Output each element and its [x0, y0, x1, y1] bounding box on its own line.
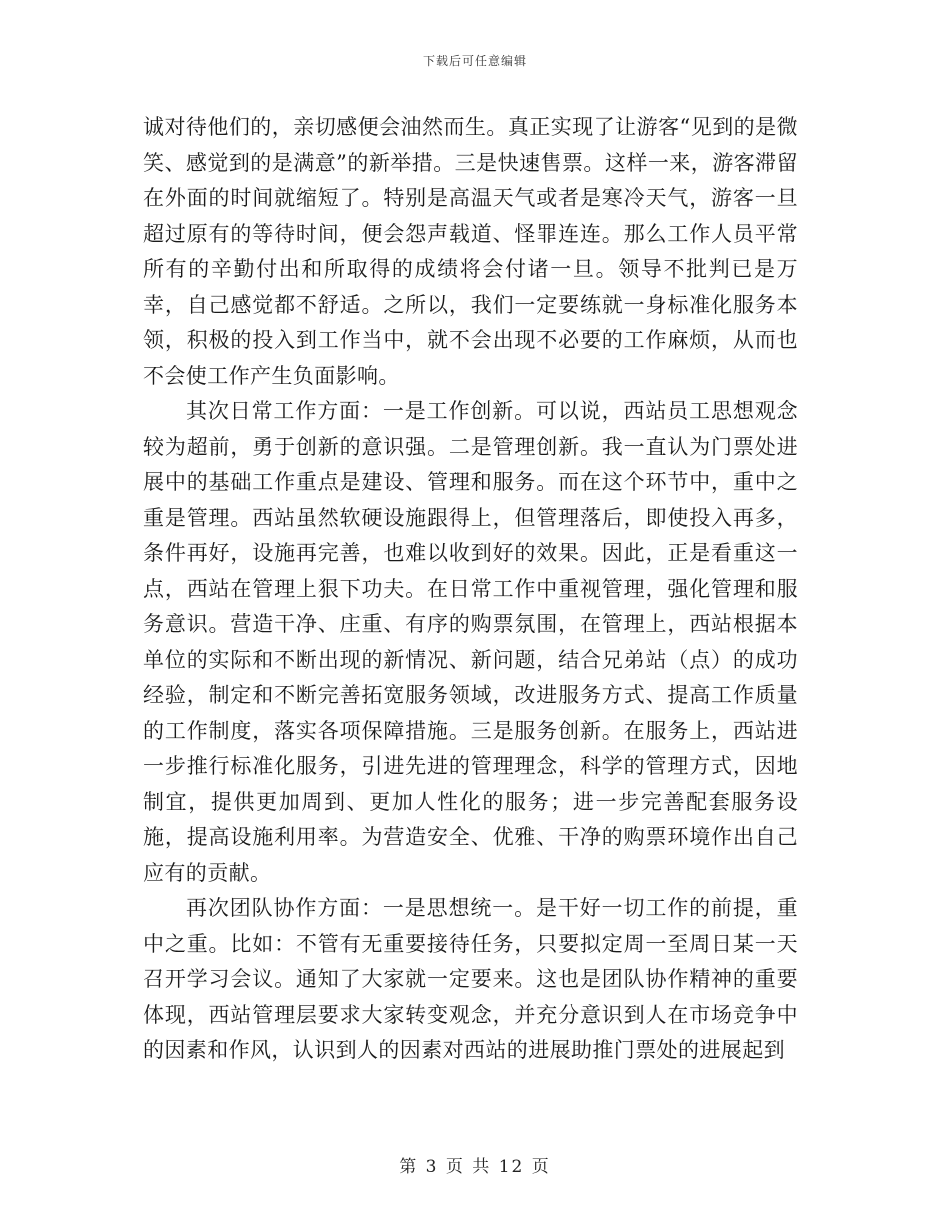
- page-footer: 第 3 页 共 12 页: [399, 1157, 551, 1177]
- paragraph-2: 其次日常工作方面：一是工作创新。可以说，西站员工思想观念较为超前，勇于创新的意识强。二是管理创新。我一直认为门票处进展中的基础工作重点是建设、管理和服务。而在这个环节中，重中之重是管理。西站虽然软硬设施跟得上，但管理落后，即使投入再多，条件再好，设施再完善，也难以收到好的效果。因此，正是看重这一点，西站在管理上狠下功夫。在日常工作中重视管理，强化管理和服务意识。营造干净、庄重、有序的购票氛围，在管理上，西站根据本单位的实际和不断出现的新情况、新问题，结合兄弟站（点）的成功经验，制定和不断完善拓宽服务领域，改进服务方式、提高工作质量的工作制度，落实各项保障措施。三是服务创新。在服务上，西站进一步推行标准化服务，引进先进的管理理念，科学的管理方式，因地制宜，提供更加周到、更加人性化的服务；进一步完善配套服务设施，提高设施利用率。为营造安全、优雅、干净的购票环境作出自己应有的贡献。: [143, 399, 798, 885]
- document-body: [143, 110, 798, 1069]
- paragraph-1: 诚对待他们的，亲切感便会油然而生。真正实现了让游客“见到的是微笑、感觉到的是满意”的新举措。三是快速售票。这样一来，游客滞留在外面的时间就缩短了。特别是高温天气或者是寒冷天气，游客一旦超过原有的等待时间，便会怨声载道、怪罪连连。那么工作人员平常所有的辛勤付出和所取得的成绩将会付诸一旦。领导不批判已是万幸，自己感觉都不舒适。之所以，我们一定要练就一身标准化服务本领，积极的投入到工作当中，就不会出现不必要的工作麻烦，从而也不会使工作产生负面影响。: [143, 115, 798, 388]
- paragraph-3: 再次团队协作方面：一是思想统一。是干好一切工作的前提，重中之重。比如：不管有无重要接待任务，只要拟定周一至周日某一天召开学习会议。通知了大家就一定要来。这也是团队协作精神的重要体现，西站管理层要求大家转变观念，并充分意识到人在市场竞争中的因素和作风，认识到人的因素对西站的进展助推门票处的进展起到: [143, 896, 798, 1062]
- page-header: 下载后可任意编辑: [422, 54, 527, 68]
